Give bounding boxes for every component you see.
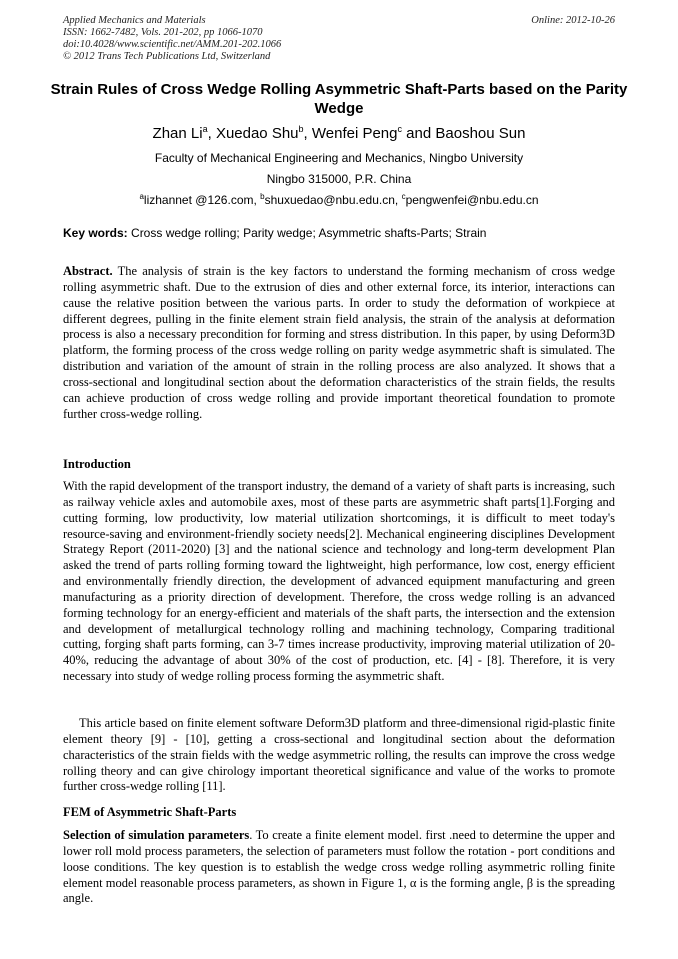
fem-lead-phrase: Selection of simulation parameters — [63, 828, 250, 842]
abstract-label: Abstract. — [63, 264, 113, 278]
fem-text: . To create a finite element model. first .need to determine the upper and lower roll mold process parameters, the selection of parameters must follow the rotation - port conditions and loose conditions. The key question is to establish the wedge cross wedge rolling asymmetric rolling finite element model reasonable process parameters, as shown in Figure 1, α is the forming angle, β is the spreading angle. — [63, 828, 616, 906]
author-name: Wenfei Peng — [311, 125, 398, 142]
author-affiliation-mark: c — [397, 124, 402, 134]
author-name: Xuedao Shu — [215, 125, 299, 142]
abstract-text: The analysis of strain is the key factors to understand the forming mechanism of cross wedge rolling asymmetric shaft. Due to the extrusion of dies and other external force, its interior, interactions can cause the relative position between the various parts. In order to study the deformation of workpiece at different degrees, pulling in the finite element strain field analysis, the strain of the analysis at deformation process is also a necessary precondition for forming and stress distribution. In this paper, by using Deform3D platform, the forming process of the cross wedge rolling on parity wedge asymmetric shaft is simulated. The distribution and variation of the amount of strain in the rolling process are also analyzed. It shows that a cross-sectional and longitudinal section about the deformation characteristics of the strain fields, the results can achieve production of cross wedge rolling and provide important theoretical foundation to promote further cross-wedge rolling. — [63, 264, 615, 421]
email-mark: b — [260, 192, 265, 201]
keywords — [63, 226, 615, 241]
email-mark: c — [401, 192, 406, 201]
email-mark: a — [139, 192, 144, 201]
author-emails — [40, 193, 638, 208]
author-affiliation-mark: a — [202, 124, 208, 134]
email-separator: , — [253, 193, 261, 207]
doi-line: doi:10.4028/www.scientific.net/AMM.201-202.1066 — [63, 39, 282, 50]
abstract — [63, 264, 615, 422]
section-heading-fem: FEM of Asymmetric Shaft-Parts — [63, 805, 237, 819]
author-separator: and — [402, 125, 436, 142]
section-heading-introduction: Introduction — [63, 457, 131, 471]
affiliation-address: Ningbo 315000, P.R. China — [266, 172, 412, 186]
email-address[interactable]: pengwenfei@nbu.edu.cn — [405, 193, 539, 207]
author-separator: , — [207, 125, 216, 142]
keywords-text: Cross wedge rolling; Parity wedge; Asymmetric shafts-Parts; Strain — [127, 226, 487, 240]
fem-paragraph — [63, 828, 615, 907]
copyright-line: © 2012 Trans Tech Publications Ltd, Switzerland — [63, 51, 271, 62]
journal-header — [63, 15, 483, 63]
affiliation-line: Faculty of Mechanical Engineering and Mechanics, Ningbo University — [154, 151, 524, 165]
email-separator: , — [394, 193, 402, 207]
introduction-paragraph: This article based on finite element software Deform3D platform and three-dimensional rigid-plastic finite element theory [9] - [10], getting a cross-sectional and longitudinal section about the deformation characteristics of the strain fields with the wedge asymmetric rolling, the results can improve the cross wedge rolling theory and can give chirology important theoretical significance and value of the works to promote further cross-wedge rolling [11]. — [63, 716, 615, 794]
paper-title: Strain Rules of Cross Wedge Rolling Asymmetric Shaft-Parts based on the Parity Wedge — [50, 81, 628, 117]
online-date: Online: 2012-10-26 — [531, 15, 615, 26]
issn-line: ISSN: 1662-7482, Vols. 201-202, pp 1066-1070 — [63, 27, 263, 38]
author-name: Zhan Li — [152, 125, 203, 142]
introduction-paragraph: With the rapid development of the transport industry, the demand of a variety of shaft parts is increasing, such as railway vehicle axles and automobile axes, most of these parts are asymmetric shaft parts[1].Forging and cutting forming, low productivity, low material utilization shortcomings, it is difficult to meet today's resource-saving and environment-friendly society needs[2]. Mechanical engineering disciplines Development Strategy Report (2011-2020) [3] and the national science and technology and long-term development Plan asked the trend of parts rolling forming toward the lightweight, high performance, low cost, energy efficient and environmentally friendly direction, the development of advanced equipment manufacturing and green manufacturing as a priority direction of development. Therefore, the cross wedge rolling is an advanced forming technology for an energy-efficient and materials of the shaft parts, the intersection and the extension and development of metallurgical technology rolling and machining technology, Comparing traditional cutting, forging shaft parts forming, can 3-7 times increase productivity, improving material utilization of 20-40%, reducing the advantage of about 30% of the cost of production, etc. [4] - [8]. Therefore, it is very necessary into study of wedge rolling process forming the asymmetric shaft. — [63, 479, 615, 684]
email-address[interactable]: lizhannet @126.com — [143, 193, 254, 207]
author-separator: , — [303, 125, 312, 142]
email-address[interactable]: shuxuedao@nbu.edu.cn — [264, 193, 395, 207]
author-name: Baoshou Sun — [435, 125, 526, 142]
keywords-label: Key words: — [63, 226, 128, 240]
author-affiliation-mark: b — [298, 124, 304, 134]
author-list — [40, 125, 638, 143]
journal-name: Applied Mechanics and Materials — [63, 15, 206, 26]
